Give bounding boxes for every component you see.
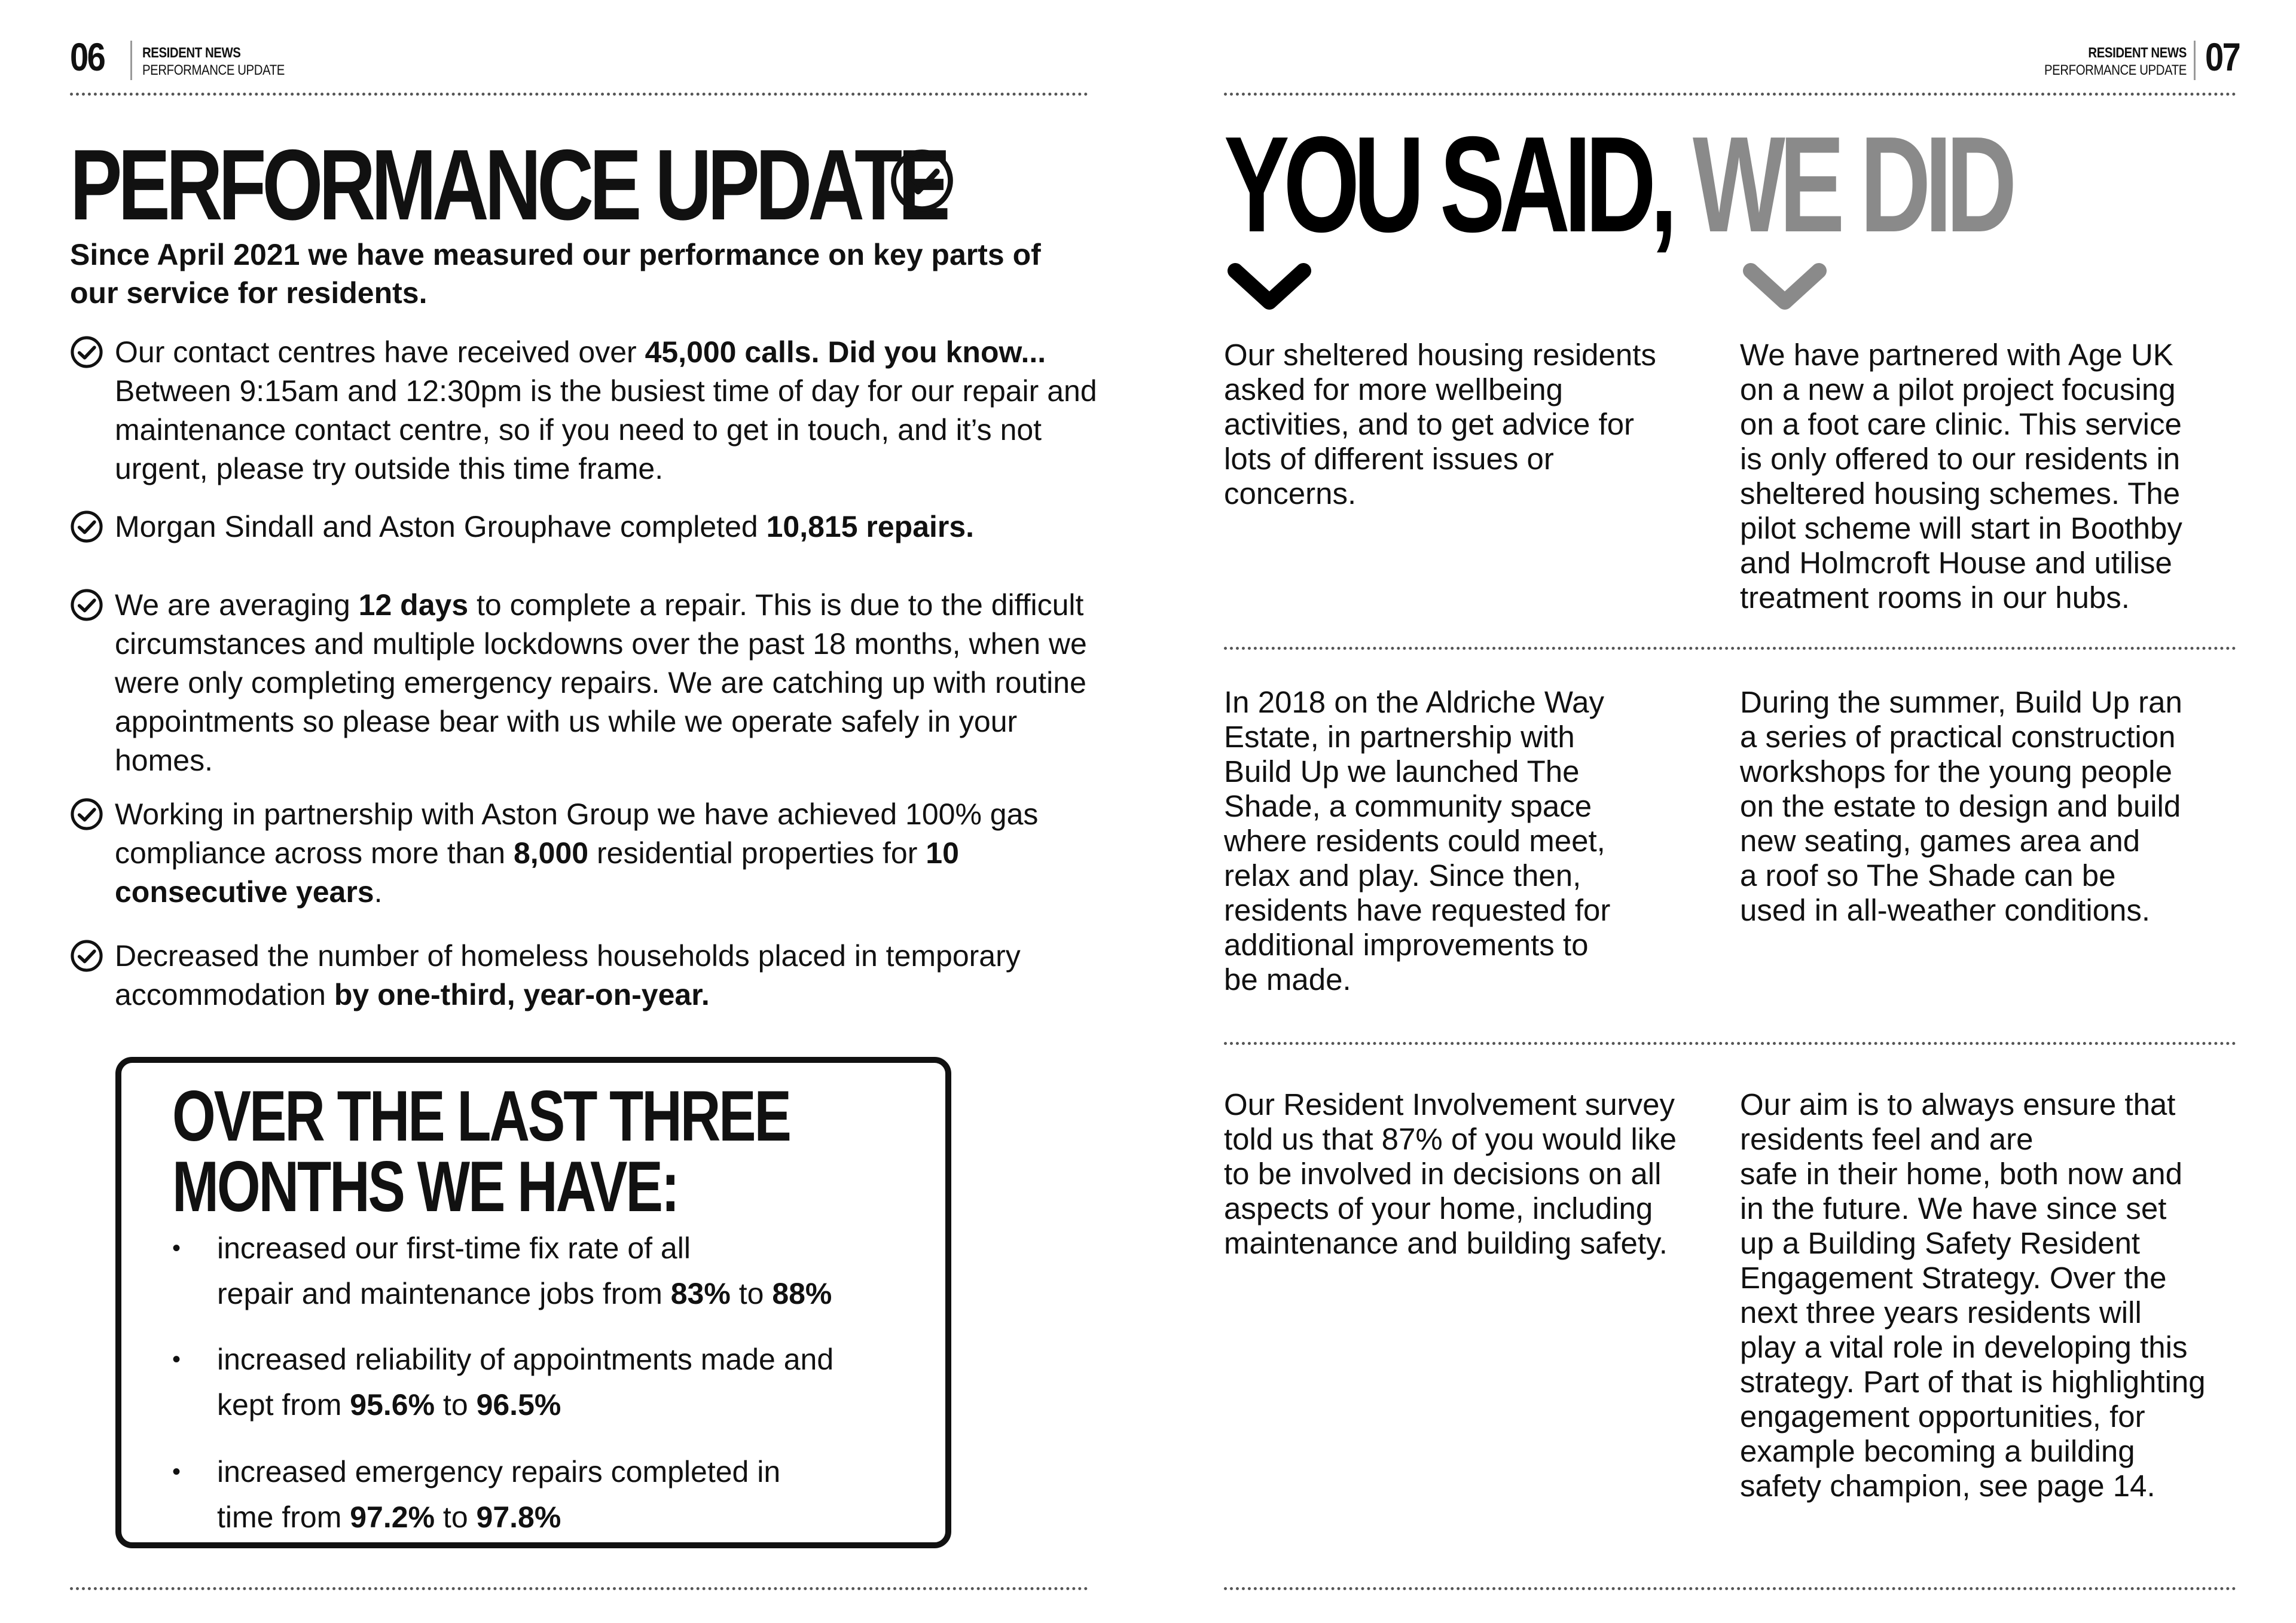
did-text-row-1: We have partnered with Age UK on a new a pilot project focusing on a foot care clinic. This service is only offered to our residents in sheltered housing schemes. The pilot scheme will start in Boothby and Holmcroft House and utilise treatment rooms in our hubs. — [1740, 338, 2182, 615]
you-said-we-did-headline — [1224, 109, 2011, 261]
bold-text: 8,000 — [513, 836, 589, 870]
footer-rule — [1224, 1587, 2236, 1590]
header-divider — [2194, 41, 2196, 80]
header-title: RESIDENT NEWS — [2088, 45, 2187, 61]
chevron-down-icon — [1740, 260, 1830, 314]
header-title-block — [142, 44, 285, 79]
header-subtitle: PERFORMANCE UPDATE — [142, 62, 285, 78]
performance-bullet — [70, 508, 1098, 546]
header-title-block — [2044, 44, 2187, 79]
page-number: 07 — [2205, 35, 2240, 79]
body-text: to — [435, 1388, 477, 1422]
bullet-text — [115, 795, 1098, 912]
headline-you-said: YOU SAID, — [1224, 109, 1693, 261]
bullet-text — [115, 333, 1098, 488]
check-circle-icon — [70, 588, 103, 622]
page-headline: PERFORMANCE UPDATE — [70, 129, 947, 241]
row-divider — [1224, 647, 2236, 650]
check-circle-icon — [70, 939, 103, 973]
bold-text: 45,000 calls. Did you know... — [645, 335, 1046, 369]
right-page — [1148, 0, 2296, 1623]
bullet-text — [115, 508, 1098, 546]
box-list-item — [172, 1337, 920, 1428]
body-text: Morgan Sindall and Aston Grouphave completed — [115, 510, 767, 543]
bullet-dot: • — [172, 1235, 181, 1261]
box-title-line: MONTHS WE HAVE: — [172, 1147, 678, 1227]
header-divider — [130, 41, 132, 80]
bold-text: 12 days — [358, 588, 469, 622]
box-title — [172, 1076, 790, 1227]
check-circle-icon — [70, 335, 103, 369]
header-rule — [1224, 93, 2236, 96]
box-item-text — [217, 1337, 920, 1428]
body-text: . — [374, 875, 383, 909]
body-text: Working in partnership with Aston Group we have achieved 100% gas compliance across more than — [115, 797, 1039, 870]
body-text: residential properties for — [588, 836, 926, 870]
body-text: increased reliability of appointments made and — [217, 1343, 834, 1376]
body-text: Decreased the number of homeless households placed in temporary accommodation — [115, 939, 1021, 1011]
body-text: to — [730, 1277, 773, 1310]
body-text: to complete a repair. This is due to the difficult circumstances and multiple lockdowns over the past 18 months, when we were only completing emergency repairs. We are catching up with routine appointments so please bear with us while we operate safely in your homes. — [115, 588, 1087, 777]
bold-text: 10 consecutive years — [115, 836, 959, 909]
intro-text: Since April 2021 we have measured our performance on key parts of our service for residents. — [70, 238, 1041, 310]
box-item-text — [217, 1449, 920, 1540]
headline-we-did: WE DID — [1692, 109, 2011, 261]
bold-text: 88% — [772, 1277, 832, 1310]
bullet-dot: • — [172, 1459, 181, 1485]
box-list-item — [172, 1225, 920, 1316]
body-text: to — [435, 1500, 477, 1534]
did-text-row-2: During the summer, Build Up ran a series of practical construction workshops for the young people on the estate to design and build new seating, games area and a roof so The Shade can be used in all-weather conditions. — [1740, 685, 2182, 927]
body-text: Between 9:15am and 12:30pm is the busiest time of day for our repair and maintenance contact centre, so if you need to get in touch, and it’s not urgent, please try outside this time frame. — [115, 374, 1097, 485]
bold-text: 95.6% — [350, 1388, 435, 1422]
body-text: increased our first-time fix rate of all — [217, 1231, 691, 1265]
said-text-row-3: Our Resident Involvement survey told us that 87% of you would like to be involved in decisions on all aspects of your home, including maintenance and building safety. — [1224, 1087, 1677, 1260]
box-title-line: OVER THE LAST THREE — [172, 1076, 790, 1156]
bullet-text — [115, 937, 1098, 1014]
three-months-box — [115, 1057, 951, 1548]
check-circle-icon — [70, 797, 103, 831]
bold-text: 96.5% — [476, 1388, 561, 1422]
bold-text: by one-third, year-on-year. — [334, 978, 710, 1011]
bold-text: 10,815 repairs. — [766, 510, 975, 543]
page-number: 06 — [70, 35, 105, 79]
header-subtitle: PERFORMANCE UPDATE — [2044, 62, 2187, 78]
bullet-dot: • — [172, 1346, 181, 1373]
body-text: kept from — [217, 1388, 350, 1422]
header-title: RESIDENT NEWS — [142, 45, 241, 61]
performance-bullet — [70, 937, 1098, 1014]
box-list-item — [172, 1449, 920, 1540]
check-circle-icon — [70, 510, 103, 543]
body-text: repair and maintenance jobs from — [217, 1277, 671, 1310]
row-divider — [1224, 1042, 2236, 1045]
said-text-row-1: Our sheltered housing residents asked for more wellbeing activities, and to get advice for lots of different issues or concerns. — [1224, 338, 1656, 511]
bold-text: 97.8% — [476, 1500, 561, 1534]
footer-rule — [70, 1587, 1088, 1590]
chevron-down-icon — [1225, 260, 1314, 314]
performance-bullet — [70, 333, 1098, 488]
bold-text: 97.2% — [350, 1500, 435, 1534]
body-text: increased emergency repairs completed in — [217, 1455, 781, 1488]
body-text: We are averaging — [115, 588, 359, 622]
performance-bullet — [70, 795, 1098, 912]
box-item-text — [217, 1225, 920, 1316]
bullet-text — [115, 586, 1098, 780]
did-text-row-3: Our aim is to always ensure that residents feel and are safe in their home, both now and in the future. We have since set up a Building Safety Resident Engagement Strategy. Over the next three years residents will play a vital role in developing this strategy. Part of that is highlighting engagement opportunities, for example becoming a building safety champion, see page 14. — [1740, 1087, 2206, 1503]
bold-text: 83% — [670, 1277, 731, 1310]
check-circle-icon — [890, 148, 954, 213]
body-text: time from — [217, 1500, 350, 1534]
performance-bullet — [70, 586, 1098, 780]
said-text-row-2: In 2018 on the Aldriche Way Estate, in partnership with Build Up we launched The Shade, a community space where residents could meet, relax and play. Since then, residents have requested for additional improvements to be made. — [1224, 685, 1611, 997]
header-rule — [70, 93, 1088, 96]
body-text: Our contact centres have received over — [115, 335, 645, 369]
